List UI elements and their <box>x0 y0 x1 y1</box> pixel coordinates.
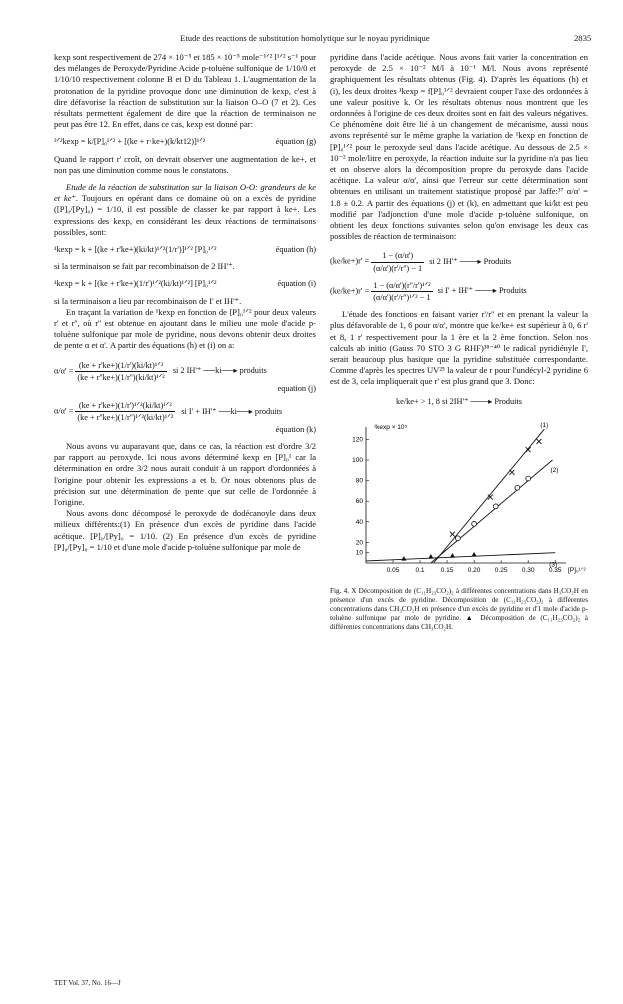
equation-g: ³ᐟ²kexp = k/[P]₀¹ᐟ² + [(ke + r·ke+)(k/kt12)]¹ᐟ² équation (g) <box>54 137 316 147</box>
left-column <box>54 52 316 553</box>
x-tick-label: 0.20 <box>467 566 481 574</box>
data-point-x <box>526 447 531 452</box>
page-number: 2835 <box>574 33 592 43</box>
data-point-circle <box>472 521 477 526</box>
figure-caption: Fig. 4. X Décomposition de (C₁₁H₂₃CO₂)₂ à différentes concentrations dans H₃CO₂H en présence d'un excès de pyridine. Décomposition de (C₁₁H₂₃CO₂)₂ à différentes concentrations dans CH₃CO₂H en présence d'un excès de pyridine et d'1 mole d'acide p-toluène sulfonique par mole de pyridine. ▲ Décomposition de (C₁₁H₂₃CO₂)₂ à différentes concentrations dans CH₃CO₂H. <box>330 586 588 631</box>
y-tick-label: 120 <box>352 436 363 444</box>
series-line <box>431 460 553 563</box>
equation-label: equation (j) <box>277 384 316 394</box>
data-point-x <box>450 532 455 537</box>
data-point-circle <box>493 504 498 509</box>
x-tick-label: 0.35 <box>548 566 562 574</box>
paragraph: Nous avons vu auparavant que, dans ce cas, la réaction est d'ordre 3/2 par rapport au peroxyde. Ici nous avons déterminé kexp en [P]₀¹ car la détermination en ordre 3/2 nous aurait conduit à un rapport d'ordonnées à l'origine pour obtenir les expressions a et b. Or nous obtenons plus de précision sur une détermination de pente que sur celle de l'ordonnée à l'origine. <box>54 440 316 507</box>
equation-label: équation (i) <box>277 279 316 289</box>
function-2: (ke/ke+)r' = $\frac{\text{1 − (α/α')(r''/r')¹ᐟ²}}{\text{(α/α')(r'/r'')¹ᐟ² − 1}}$ si I' + IH'⁺ ───▸ Produits <box>330 280 527 303</box>
figure-4 <box>330 413 588 583</box>
y-tick-label: 60 <box>355 498 363 506</box>
equation-label: équation (h) <box>275 245 316 255</box>
conclusion: ke/ke+ > 1, 8 si 2IH'⁺ ───▸ Produits <box>396 396 522 406</box>
series-line <box>366 553 555 561</box>
y-axis-label: ¹kexp × 10⁵ <box>374 423 408 431</box>
data-point-circle <box>455 536 460 541</box>
x-tick-label: 0.30 <box>521 566 535 574</box>
equation-label: équation (k) <box>275 424 316 434</box>
x-tick-label: 0.05 <box>386 566 400 574</box>
x-axis-label: [P]₀¹ᐟ² <box>568 566 586 574</box>
paragraph: si la terminaison a lieu par recombinaison de I' et IH'⁺. <box>54 295 242 306</box>
data-point-triangle <box>401 556 406 561</box>
footer: TET Vol. 37, No. 16—J <box>54 979 121 987</box>
y-tick-label: 10 <box>355 549 363 557</box>
y-tick-label: 20 <box>355 539 363 547</box>
x-tick-label: 0.15 <box>440 566 454 574</box>
data-point-x <box>509 470 514 475</box>
data-point-circle <box>526 476 531 481</box>
y-tick-label: 80 <box>355 477 363 485</box>
equation-k: α/α' = $\frac{\text{(ke + r'ke+)(1/r')¹ᐟ²(ki/kt)¹ᐟ²}}{\text{(ke + r''ke+)(1/r'')¹ᐟ²(ki/kt)¹ᐟ²}}$ si I' + IH'⁺ ──ki──▸ produits équation (k) <box>54 401 316 434</box>
equation-j: α/α' = $\frac{\text{(ke + r'ke+)(1/r')(ki/kt)¹ᐟ²}}{\text{(ke + r''ke+)(1/r'')(ki/kt)¹ᐟ²}}$ si 2 IH'⁺ ──ki──▸ produits equation (j) <box>54 360 316 394</box>
paragraph: Nous avons donc décomposé le peroxyde de dodécanoyle dans deux milieux différents:(1) En présence d'un excès de pyridine dans l'acide acétique. [P]₀/[Py]₀ = 1/10. (2) En présence d'un excès de pyridine [P]₀/[Py]₀ = 1/10 et d'une mole d'acide p-toluène sulfonique par mole de <box>54 508 316 552</box>
equation-i: ¹kexp = k + [(ke + r'ke+)(1/r')¹ᐟ²(ki/kt)¹ᐟ²] [P]₀¹ᐟ² équation (i) <box>54 279 316 289</box>
section-title: Etude de la réaction de substitution sur la liaison O-O: grandeurs de ke et ke⁺. <box>54 182 316 204</box>
x-tick-label: 0.25 <box>494 566 508 574</box>
equation-label: équation (g) <box>275 137 316 147</box>
equation-h: ¹kexp = k + [(ke + r'ke+)(ki/kt)¹ᐟ²(1/r')]¹ᐟ² [P]₀¹ᐟ² équation (h) <box>54 245 316 255</box>
paragraph: pyridine dans l'acide acétique. Nous avons fait varier la concentration en peroxyde de 2.5 × 10⁻² M/l à 10⁻¹ M/l. Nous avons représenté graphiquement les résultats obtenus (Fig. 4). D'après les équations (h) et (i), les deux droites ¹kexp = f[P]₀¹ᐟ² devraient couper l'axe des ordonnées à une valeur positive k. Or les résultats obtenus nous montrent que les ordonnées à l'origine de ces deux droites sont en fait des valeurs négatives. Ce phénomène doit être lié à un changement de mécanisme, aussi nous avons représenté sur le même graphe la variation de ¹kexp en fonction de [P]₀¹ᐟ² pour le peroxyde seul dans l'acide acétique. Au dessous de 2.5 × 10⁻² mole/litre en peroxyde, la réaction induite sur la pyridine n'a pas lieu et on observe alors la décomposition propre du peroxyde dans l'acide acétique. La valeur α/α', ainsi que l'erreur sur cette détermination sont obtenues en utilisant un traitement statistique proposé par Jaffe:³⁷ α/α' = 1.8 ± 0.2. A partir des équations (j) et (k), en admettant que ki/kt est peu modifié par l'adjonction d'une mole d'acide p-toluène sulfonique, on obtient les deux fonctions suivantes selon qu'on envisage les deux cas possibles de réaction de terminaison: <box>330 52 588 242</box>
running-title: Etude des reactions de substitution homolytique sur le noyau pyridinique <box>180 34 430 43</box>
paragraph: kexp sont respectivement de 274 × 10⁻⁵ et 185 × 10⁻⁵ mole⁻¹ᐟ² l¹ᐟ² s⁻¹ pour des mélanges de Peroxyde/Pyridine Acide p-toluène sulfonique de 1/10/0 et 1/10/10 respectivement colonne B et D du Tableau 1. L'augmentation de la protonation de la pyridine provoque donc une diminution de kexp, c'est à dire défavorise la réaction de substitution sur la liaison O–O (7 et 2). Ces résultats permettent également de dire que la réaction de terminaison ne peut pas être 12. En effet, dans ce cas, kexp est donné par: <box>54 52 316 130</box>
right-column <box>330 52 588 632</box>
data-point-x <box>536 439 541 444</box>
data-point-circle <box>515 485 520 490</box>
y-tick-label: 100 <box>352 456 363 464</box>
data-point-triangle <box>450 553 455 558</box>
series-label: (2) <box>550 466 559 474</box>
series-label: (1) <box>540 421 549 429</box>
function-1: (ke/ke+)r' = $\frac{1 - (\alpha/\alpha')}{(\alpha/\alpha')(r'/r'') - 1}$ si 2 IH'⁺ ───▸ Produits <box>330 251 512 273</box>
series-label: (3) <box>549 561 558 569</box>
data-point-triangle <box>428 554 433 559</box>
paragraph: Quand le rapport r' croît, on devrait observer une augmentation de ke+, et non pas une diminution comme nous le constatons. <box>54 153 316 175</box>
paragraph: si la terminaison se fait par recombinaison de 2 IH'⁺. <box>54 261 235 272</box>
y-tick-label: 40 <box>355 518 363 526</box>
paragraph: L'étude des fonctions en faisant varier r'/r'' et en prenant la valeur la plus défavorable de 1, 6 pour α/α', montre que ke/ke+ est supérieur à 0, 6 r' et 8, 1 r' respectivement pour la 1 ère et la 2 ème fonction. Selon nos calculs ab initio (Gauss 70 STO 3 G RHF)³⁸⁻⁴⁰ le radical pyridiényle I', serait beaucoup plus basique que la pyridine substituée correspondante. Comme d'après les spectres UV²⁵ la valeur de r pour l'undécyl-2 pyridine 6 est de 3, cela impliquerait que r' est plus grand que 3. Donc: <box>330 309 588 387</box>
x-tick-label: 0.1 <box>415 566 425 574</box>
data-point-triangle <box>472 552 477 557</box>
paragraph: Etude de la réaction de substitution sur la liaison O-O: grandeurs de ke et ke⁺. Toujours en opérant dans ce domaine où on a excès de pyridine ([P]₀/[Py]₀) = 1/10, il est possible de classer ke par rapport à ke+. Les expressions des kexp, en considérant les deux réactions de terminaisons possibles, sont: <box>54 182 317 237</box>
figure-4-chart <box>330 413 588 583</box>
paragraph: En traçant la variation de ¹kexp en fonction de [P]₀¹ᐟ² pour deux valeurs r' et r'', où r'' est obtenue en ajoutant dans le milieu une mole d'acide p-toluène sulfonique par mole de pyridine, nous devons obtenir deux droites de pente α et α'. A partir des équations (h) et (i) on a: <box>54 306 316 351</box>
